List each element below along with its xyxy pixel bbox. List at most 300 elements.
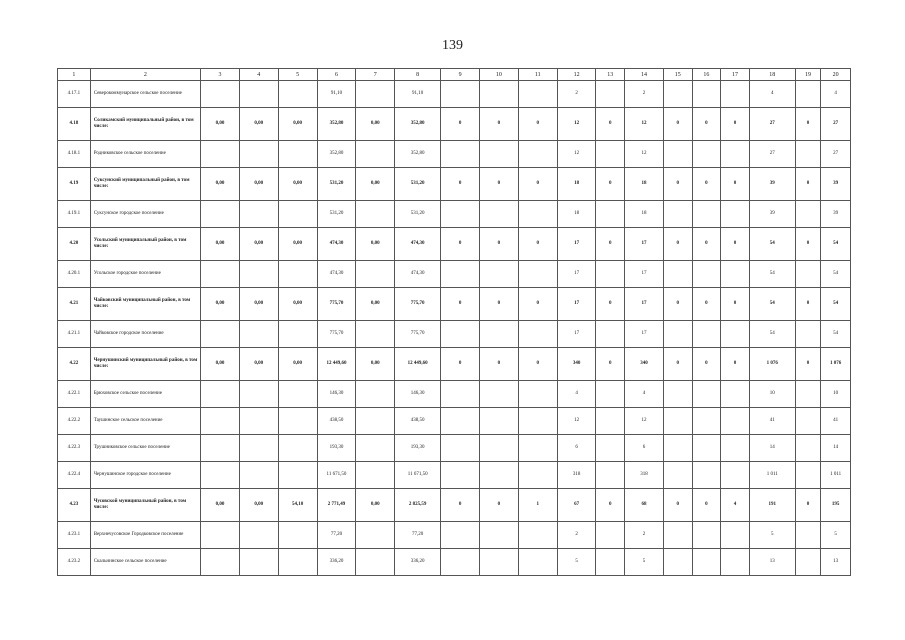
territory-name-cell: Суксунское городское поселение: [90, 201, 200, 228]
value-cell: [278, 201, 317, 228]
value-cell: [596, 321, 625, 348]
value-cell: 0: [795, 489, 821, 522]
value-cell: 0,00: [356, 228, 395, 261]
value-cell: 0: [596, 288, 625, 321]
district-total-row: [58, 228, 851, 261]
value-cell: 146,30: [317, 381, 356, 408]
value-cell: [596, 462, 625, 489]
row-number-cell: 4.23.1: [58, 522, 91, 549]
value-cell: 0: [480, 348, 519, 381]
value-cell: [201, 201, 240, 228]
value-cell: 39: [749, 201, 795, 228]
value-cell: 2: [557, 81, 596, 108]
territory-name-cell: Родниковское сельское поселение: [90, 141, 200, 168]
value-cell: [441, 549, 480, 576]
territory-name-cell: Скальнинское сельское поселение: [90, 549, 200, 576]
value-cell: [480, 381, 519, 408]
row-number-cell: 4.19: [58, 168, 91, 201]
value-cell: [201, 141, 240, 168]
value-cell: 0,00: [356, 489, 395, 522]
value-cell: [356, 141, 395, 168]
territory-name-cell: Чернушинский муниципальный район, в том числе:: [90, 348, 200, 381]
value-cell: 41: [749, 408, 795, 435]
value-cell: 41: [821, 408, 851, 435]
settlement-row: [58, 462, 851, 489]
settlement-row: [58, 321, 851, 348]
column-number-cell: 8: [395, 69, 441, 81]
value-cell: [480, 549, 519, 576]
value-cell: 0: [480, 228, 519, 261]
value-cell: [692, 381, 721, 408]
value-cell: [692, 549, 721, 576]
value-cell: 1 076: [821, 348, 851, 381]
column-number-cell: 20: [821, 69, 851, 81]
value-cell: 1 011: [821, 462, 851, 489]
row-number-cell: 4.22.3: [58, 435, 91, 462]
value-cell: 0,00: [201, 228, 240, 261]
value-cell: 775,70: [317, 321, 356, 348]
value-cell: 17: [557, 288, 596, 321]
column-number-cell: 19: [795, 69, 821, 81]
value-cell: [201, 408, 240, 435]
value-cell: 0: [441, 168, 480, 201]
value-cell: 0: [721, 288, 750, 321]
value-cell: 531,20: [317, 168, 356, 201]
settlement-row: [58, 435, 851, 462]
value-cell: [795, 522, 821, 549]
value-cell: 0: [480, 489, 519, 522]
value-cell: 0: [518, 228, 557, 261]
value-cell: 6: [557, 435, 596, 462]
territory-name-cell: Соликамский муниципальный район, в том числе:: [90, 108, 200, 141]
territory-name-cell: Суксунский муниципальный район, в том числе:: [90, 168, 200, 201]
value-cell: 54: [749, 321, 795, 348]
value-cell: 12: [625, 408, 664, 435]
value-cell: [596, 522, 625, 549]
value-cell: [480, 201, 519, 228]
value-cell: 531,20: [395, 168, 441, 201]
value-cell: 17: [557, 261, 596, 288]
value-cell: 54: [821, 321, 851, 348]
value-cell: 0: [663, 228, 692, 261]
value-cell: 0: [441, 228, 480, 261]
value-cell: 0: [692, 489, 721, 522]
value-cell: 18: [625, 168, 664, 201]
column-number-cell: 7: [356, 69, 395, 81]
value-cell: 0: [692, 108, 721, 141]
value-cell: 0: [721, 168, 750, 201]
row-number-cell: 4.18.1: [58, 141, 91, 168]
value-cell: 68: [625, 489, 664, 522]
value-cell: [518, 435, 557, 462]
column-number-cell: 1: [58, 69, 91, 81]
value-cell: 0,00: [201, 168, 240, 201]
value-cell: [721, 381, 750, 408]
value-cell: 0,00: [356, 108, 395, 141]
value-cell: [795, 435, 821, 462]
value-cell: [663, 435, 692, 462]
value-cell: 0: [692, 348, 721, 381]
value-cell: 2 825,59: [395, 489, 441, 522]
territory-name-cell: Верхнечусовское Городковское поселение: [90, 522, 200, 549]
value-cell: 531,20: [395, 201, 441, 228]
territory-name-cell: Трушниковское сельское поселение: [90, 435, 200, 462]
value-cell: 775,70: [395, 288, 441, 321]
value-cell: [795, 462, 821, 489]
value-cell: 0: [721, 348, 750, 381]
value-cell: 531,20: [317, 201, 356, 228]
value-cell: 27: [821, 108, 851, 141]
value-cell: 1: [518, 489, 557, 522]
value-cell: [441, 201, 480, 228]
column-number-cell: 2: [90, 69, 200, 81]
value-cell: [596, 549, 625, 576]
value-cell: 0: [795, 168, 821, 201]
value-cell: [721, 81, 750, 108]
value-cell: [518, 522, 557, 549]
value-cell: 2: [625, 522, 664, 549]
value-cell: [795, 141, 821, 168]
value-cell: [441, 381, 480, 408]
value-cell: [480, 261, 519, 288]
value-cell: [721, 321, 750, 348]
value-cell: 0,00: [278, 108, 317, 141]
value-cell: [795, 81, 821, 108]
column-number-cell: 6: [317, 69, 356, 81]
value-cell: [663, 81, 692, 108]
value-cell: [441, 408, 480, 435]
value-cell: [201, 261, 240, 288]
value-cell: [356, 321, 395, 348]
value-cell: 0: [441, 489, 480, 522]
value-cell: 0: [795, 348, 821, 381]
column-number-row: [58, 69, 851, 81]
value-cell: 54: [749, 288, 795, 321]
column-number-cell: 15: [663, 69, 692, 81]
settlement-row: [58, 522, 851, 549]
value-cell: [692, 261, 721, 288]
value-cell: [795, 321, 821, 348]
value-cell: 0,00: [356, 168, 395, 201]
value-cell: [518, 408, 557, 435]
value-cell: 0: [692, 168, 721, 201]
territory-name-cell: Брюховское сельское поселение: [90, 381, 200, 408]
value-cell: 352,80: [317, 108, 356, 141]
value-cell: [278, 408, 317, 435]
settlement-row: [58, 408, 851, 435]
value-cell: [663, 321, 692, 348]
value-cell: 17: [625, 321, 664, 348]
value-cell: [596, 81, 625, 108]
value-cell: 13: [821, 549, 851, 576]
value-cell: [239, 141, 278, 168]
value-cell: 18: [625, 201, 664, 228]
territory-name-cell: Чайковский муниципальный район, в том числе:: [90, 288, 200, 321]
value-cell: 27: [749, 108, 795, 141]
value-cell: 54: [821, 288, 851, 321]
value-cell: [721, 141, 750, 168]
value-cell: 0: [596, 228, 625, 261]
value-cell: 0: [596, 168, 625, 201]
value-cell: 14: [749, 435, 795, 462]
column-number-cell: 17: [721, 69, 750, 81]
value-cell: [596, 201, 625, 228]
value-cell: [441, 435, 480, 462]
value-cell: [278, 261, 317, 288]
value-cell: [356, 435, 395, 462]
row-number-cell: 4.23.2: [58, 549, 91, 576]
value-cell: [278, 381, 317, 408]
value-cell: [480, 522, 519, 549]
value-cell: 193,30: [395, 435, 441, 462]
value-cell: [596, 141, 625, 168]
value-cell: [721, 549, 750, 576]
value-cell: [441, 261, 480, 288]
value-cell: 10: [749, 381, 795, 408]
value-cell: 0: [663, 168, 692, 201]
value-cell: [278, 435, 317, 462]
value-cell: [239, 462, 278, 489]
value-cell: 17: [625, 261, 664, 288]
value-cell: [239, 522, 278, 549]
value-cell: [692, 408, 721, 435]
value-cell: 91,10: [395, 81, 441, 108]
column-number-cell: 18: [749, 69, 795, 81]
value-cell: [441, 462, 480, 489]
column-number-cell: 10: [480, 69, 519, 81]
value-cell: [692, 81, 721, 108]
value-cell: [480, 408, 519, 435]
value-cell: [721, 201, 750, 228]
value-cell: [663, 141, 692, 168]
value-cell: 12: [557, 108, 596, 141]
value-cell: 12 449,60: [395, 348, 441, 381]
value-cell: 0,00: [278, 228, 317, 261]
column-number-cell: 9: [441, 69, 480, 81]
value-cell: [441, 141, 480, 168]
value-cell: 0: [663, 348, 692, 381]
value-cell: 39: [821, 168, 851, 201]
row-number-cell: 4.20: [58, 228, 91, 261]
value-cell: 0: [480, 168, 519, 201]
data-table: [57, 68, 851, 576]
value-cell: 0,00: [278, 348, 317, 381]
district-total-row: [58, 288, 851, 321]
value-cell: 12: [625, 141, 664, 168]
value-cell: 0: [480, 288, 519, 321]
value-cell: [356, 549, 395, 576]
value-cell: 0,00: [201, 108, 240, 141]
value-cell: [663, 462, 692, 489]
value-cell: 438,50: [317, 408, 356, 435]
value-cell: [201, 435, 240, 462]
value-cell: 0: [480, 108, 519, 141]
value-cell: 0: [596, 489, 625, 522]
value-cell: [663, 201, 692, 228]
settlement-row: [58, 549, 851, 576]
value-cell: [201, 462, 240, 489]
value-cell: [356, 522, 395, 549]
value-cell: [692, 201, 721, 228]
value-cell: 352,80: [317, 141, 356, 168]
value-cell: 0: [692, 288, 721, 321]
value-cell: [356, 462, 395, 489]
value-cell: [278, 462, 317, 489]
value-cell: 1 076: [749, 348, 795, 381]
value-cell: 0: [441, 108, 480, 141]
value-cell: 0: [518, 348, 557, 381]
row-number-cell: 4.22.4: [58, 462, 91, 489]
value-cell: 0: [692, 228, 721, 261]
value-cell: 775,70: [317, 288, 356, 321]
value-cell: 0: [596, 108, 625, 141]
value-cell: 0,00: [201, 489, 240, 522]
value-cell: 27: [749, 141, 795, 168]
value-cell: 6: [625, 435, 664, 462]
value-cell: [795, 549, 821, 576]
value-cell: [596, 435, 625, 462]
value-cell: [721, 522, 750, 549]
value-cell: 27: [821, 141, 851, 168]
value-cell: 77,20: [317, 522, 356, 549]
value-cell: 438,50: [395, 408, 441, 435]
value-cell: 0: [663, 489, 692, 522]
settlement-row: [58, 141, 851, 168]
value-cell: 0,00: [201, 348, 240, 381]
value-cell: 17: [625, 228, 664, 261]
value-cell: [518, 462, 557, 489]
value-cell: [356, 201, 395, 228]
value-cell: 39: [821, 201, 851, 228]
value-cell: 13: [749, 549, 795, 576]
row-number-cell: 4.22.1: [58, 381, 91, 408]
value-cell: [356, 381, 395, 408]
value-cell: 2 771,49: [317, 489, 356, 522]
value-cell: 0,00: [239, 228, 278, 261]
value-cell: 0,00: [356, 348, 395, 381]
settlement-row: [58, 261, 851, 288]
value-cell: 10: [821, 381, 851, 408]
value-cell: 318: [557, 462, 596, 489]
value-cell: [518, 81, 557, 108]
settlement-row: [58, 81, 851, 108]
value-cell: [480, 81, 519, 108]
row-number-cell: 4.20.1: [58, 261, 91, 288]
value-cell: 193,30: [317, 435, 356, 462]
settlement-row: [58, 201, 851, 228]
territory-name-cell: Чайковское городское поселение: [90, 321, 200, 348]
value-cell: 0,00: [278, 168, 317, 201]
value-cell: [278, 522, 317, 549]
value-cell: 0: [663, 288, 692, 321]
value-cell: 54,10: [278, 489, 317, 522]
row-number-cell: 4.21.1: [58, 321, 91, 348]
value-cell: 18: [557, 201, 596, 228]
value-cell: 5: [749, 522, 795, 549]
value-cell: [663, 549, 692, 576]
value-cell: 12: [557, 408, 596, 435]
value-cell: 336,20: [395, 549, 441, 576]
district-total-row: [58, 489, 851, 522]
value-cell: 0: [596, 348, 625, 381]
value-cell: [239, 381, 278, 408]
value-cell: 0,00: [239, 348, 278, 381]
value-cell: [692, 435, 721, 462]
value-cell: 5: [625, 549, 664, 576]
value-cell: 0: [518, 168, 557, 201]
value-cell: [201, 549, 240, 576]
row-number-cell: 4.23: [58, 489, 91, 522]
value-cell: [721, 435, 750, 462]
value-cell: 195: [821, 489, 851, 522]
value-cell: [441, 321, 480, 348]
value-cell: [239, 81, 278, 108]
value-cell: 340: [625, 348, 664, 381]
value-cell: 0: [795, 228, 821, 261]
value-cell: 340: [557, 348, 596, 381]
value-cell: 17: [625, 288, 664, 321]
value-cell: 318: [625, 462, 664, 489]
column-number-cell: 13: [596, 69, 625, 81]
value-cell: 352,80: [395, 108, 441, 141]
value-cell: [480, 141, 519, 168]
value-cell: 67: [557, 489, 596, 522]
value-cell: [480, 321, 519, 348]
value-cell: 12 449,60: [317, 348, 356, 381]
value-cell: 4: [625, 381, 664, 408]
value-cell: 0,00: [278, 288, 317, 321]
value-cell: [278, 81, 317, 108]
column-number-cell: 3: [201, 69, 240, 81]
value-cell: 4: [721, 489, 750, 522]
value-cell: 0,00: [356, 288, 395, 321]
value-cell: [518, 549, 557, 576]
territory-name-cell: Таушинское сельское поселение: [90, 408, 200, 435]
value-cell: [795, 201, 821, 228]
territory-name-cell: Северокоммунарское сельское поселение: [90, 81, 200, 108]
district-total-row: [58, 348, 851, 381]
value-cell: [201, 321, 240, 348]
value-cell: [278, 321, 317, 348]
value-cell: [596, 261, 625, 288]
value-cell: [518, 321, 557, 348]
value-cell: 39: [749, 168, 795, 201]
value-cell: [795, 381, 821, 408]
row-number-cell: 4.22.2: [58, 408, 91, 435]
value-cell: 77,20: [395, 522, 441, 549]
value-cell: [239, 435, 278, 462]
value-cell: 0: [441, 288, 480, 321]
value-cell: 54: [749, 261, 795, 288]
column-number-cell: 11: [518, 69, 557, 81]
value-cell: [518, 261, 557, 288]
row-number-cell: 4.21: [58, 288, 91, 321]
value-cell: 474,30: [395, 228, 441, 261]
value-cell: 0,00: [239, 108, 278, 141]
value-cell: 14: [821, 435, 851, 462]
value-cell: [795, 408, 821, 435]
value-cell: [663, 261, 692, 288]
value-cell: [721, 408, 750, 435]
value-cell: 474,30: [317, 228, 356, 261]
value-cell: [692, 141, 721, 168]
value-cell: 0,00: [239, 489, 278, 522]
district-total-row: [58, 168, 851, 201]
value-cell: 0,00: [239, 288, 278, 321]
value-cell: 4: [749, 81, 795, 108]
row-number-cell: 4.17.1: [58, 81, 91, 108]
value-cell: [278, 141, 317, 168]
